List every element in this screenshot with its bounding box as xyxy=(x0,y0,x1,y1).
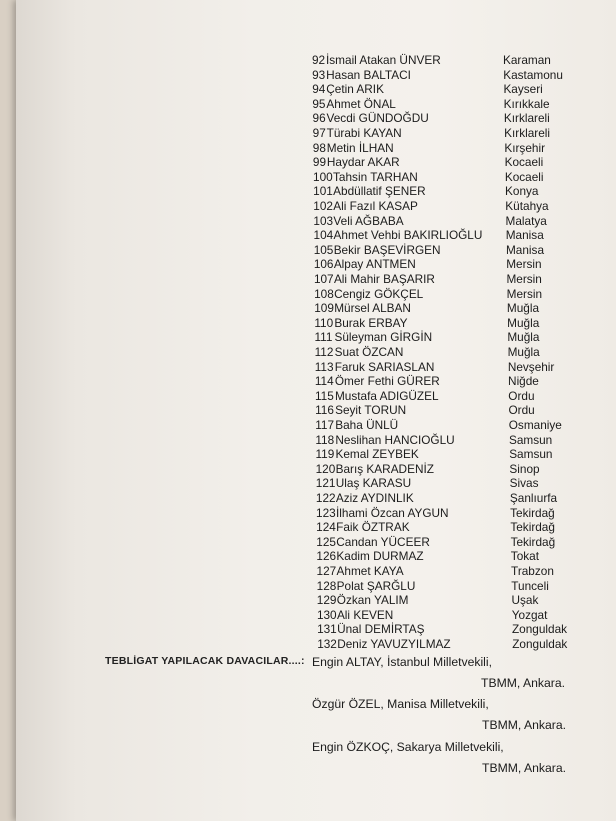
deputy-number: 122 xyxy=(315,491,336,505)
deputy-number: 124 xyxy=(316,520,336,535)
deputy-name: Baha ÜNLÜ xyxy=(335,418,399,432)
plaintiff-3-name: Engin ÖZKOÇ, Sakarya Milletvekili, xyxy=(312,740,504,754)
deputy-number: 100 xyxy=(313,169,333,184)
deputy-number: 110 xyxy=(314,315,334,330)
deputy-number: 93 xyxy=(312,67,326,82)
deputy-city: Mersin xyxy=(506,272,542,286)
deputy-name: Haydar AKAR xyxy=(326,155,400,170)
deputy-city: Nevşehir xyxy=(507,359,555,374)
deputy-number: 101 xyxy=(313,184,333,199)
deputy-name: Ahmet Vehbi BAKIRLIOĞLU xyxy=(333,228,483,243)
plaintiff-1-address: TBMM, Ankara. xyxy=(481,676,565,690)
deputy-name: Burak ERBAY xyxy=(334,315,408,330)
deputy-number: 127 xyxy=(316,564,337,578)
deputy-name: Vecdi GÜNDOĞDU xyxy=(326,111,429,126)
deputy-name: İlhami Özcan AYGUN xyxy=(336,505,449,520)
deputy-city: Ordu xyxy=(508,388,535,403)
deputy-name: Tahsin TARHAN xyxy=(333,169,418,184)
deputy-number: 117 xyxy=(315,418,335,432)
plaintiff-1-name: Engin ALTAY, İstanbul Milletvekili, xyxy=(312,655,492,669)
deputy-number: 125 xyxy=(316,534,336,549)
deputy-city: Karaman xyxy=(503,53,551,67)
deputy-name: Alpay ANTMEN xyxy=(333,257,416,272)
deputy-number: 109 xyxy=(314,301,334,316)
deputy-name: Deniz YAVUZYILMAZ xyxy=(337,637,451,651)
deputy-name: Kadim DURMAZ xyxy=(336,549,424,564)
deputy-name: Özkan YALIM xyxy=(336,593,409,608)
deputy-city: Tekirdağ xyxy=(510,534,556,549)
deputy-number: 98 xyxy=(312,140,326,155)
deputy-name: Veli AĞBABA xyxy=(333,213,404,228)
deputy-city: Zonguldak xyxy=(511,622,568,637)
deputy-number: 129 xyxy=(316,593,337,608)
deputy-number: 107 xyxy=(313,272,334,286)
deputy-number: 119 xyxy=(315,447,335,462)
deputy-city: Tokat xyxy=(510,549,539,564)
deputy-city: Niğde xyxy=(508,374,539,389)
deputy-name: Çetin ARIK xyxy=(326,82,384,97)
deputy-city: Sinop xyxy=(509,461,540,476)
deputy-name: Ahmet ÖNAL xyxy=(326,96,396,111)
deputy-name: Ali Fazıl KASAP xyxy=(333,199,418,213)
deputy-name: Abdüllatif ŞENER xyxy=(333,184,426,199)
deputy-number: 114 xyxy=(314,374,334,389)
deputy-name: Ömer Fethi GÜRER xyxy=(334,374,440,389)
deputy-city: Kırıkkale xyxy=(503,96,550,111)
deputy-city: Kayseri xyxy=(503,82,543,97)
deputy-name: Bekir BAŞEVİRGEN xyxy=(333,242,441,257)
deputy-number: 130 xyxy=(316,607,337,622)
deputy-name: Barış KARADENİZ xyxy=(335,461,434,476)
plaintiff-2-address: TBMM, Ankara. xyxy=(482,718,566,732)
deputy-name: Metin İLHAN xyxy=(326,140,394,155)
deputy-city: Kastamonu xyxy=(503,67,563,82)
deputy-number: 123 xyxy=(316,505,336,520)
deputy-name: Mürsel ALBAN xyxy=(334,301,411,316)
deputy-city: Osmaniye xyxy=(508,418,562,432)
deputy-city: Tunceli xyxy=(511,578,549,593)
deputy-number: 97 xyxy=(312,126,326,140)
deputy-name: Mustafa ADIGÜZEL xyxy=(334,388,439,403)
deputy-city: Kocaeli xyxy=(504,155,544,170)
deputy-city: Muğla xyxy=(507,315,540,330)
deputy-city: Mersin xyxy=(506,286,543,301)
deputy-name: İsmail Atakan ÜNVER xyxy=(326,53,441,67)
deputy-number: 104 xyxy=(313,228,334,243)
plaintiff-3-address: TBMM, Ankara. xyxy=(482,761,566,775)
deputy-name: Ali Mahir BAŞARIR xyxy=(333,272,435,286)
deputy-number: 116 xyxy=(315,403,334,418)
deputy-name: Ulaş KARASU xyxy=(335,476,412,491)
deputy-number: 120 xyxy=(315,461,336,476)
document-page xyxy=(16,0,616,821)
deputy-city: Manisa xyxy=(505,228,544,243)
deputy-city: Mersin xyxy=(506,257,542,272)
deputy-number: 126 xyxy=(316,549,337,564)
deputy-city: Şanlıurfa xyxy=(509,491,558,505)
deputy-name: Ali KEVEN xyxy=(336,607,394,622)
deputy-city: Uşak xyxy=(511,593,539,608)
deputy-number: 95 xyxy=(312,96,326,111)
deputy-name: Polat ŞARĞLU xyxy=(336,578,416,593)
notice-label: TEBLİGAT YAPILACAK DAVACILAR....: xyxy=(105,655,305,667)
deputy-city: Muğla xyxy=(506,301,540,316)
deputy-city: Konya xyxy=(505,184,539,199)
deputy-name: Süleyman GİRGİN xyxy=(334,330,433,345)
deputy-city: Malatya xyxy=(505,213,547,228)
deputy-city: Tekirdağ xyxy=(510,520,555,535)
deputy-number: 112 xyxy=(314,345,334,359)
deputy-number: 113 xyxy=(314,359,334,374)
deputy-city: Muğla xyxy=(507,330,540,345)
deputy-name: Ünal DEMİRTAŞ xyxy=(337,622,425,637)
deputy-name: Cengiz GÖKÇEL xyxy=(334,286,424,301)
deputy-name: Faik ÖZTRAK xyxy=(336,520,410,535)
deputy-number: 108 xyxy=(314,286,334,301)
deputy-number: 131 xyxy=(317,622,337,637)
deputy-number: 118 xyxy=(315,432,335,447)
deputy-number: 105 xyxy=(313,242,334,257)
deputy-number: 92 xyxy=(312,53,326,67)
deputy-number: 103 xyxy=(313,213,334,228)
deputy-number: 115 xyxy=(314,388,334,403)
deputy-city: Samsun xyxy=(509,447,553,462)
deputy-city: Kütahya xyxy=(505,199,549,213)
deputy-city: Kırklareli xyxy=(503,111,550,126)
deputy-name: Türabi KAYAN xyxy=(326,126,402,140)
deputy-name: Hasan BALTACI xyxy=(326,67,411,82)
deputy-name: Ahmet KAYA xyxy=(336,564,404,578)
deputy-city: Sivas xyxy=(509,476,539,491)
deputy-city: Manisa xyxy=(505,242,545,257)
deputy-number: 102 xyxy=(313,199,333,213)
deputy-name: Aziz AYDINLIK xyxy=(335,491,414,505)
deputy-city: Zonguldak xyxy=(512,637,568,651)
deputy-city: Kırşehir xyxy=(504,140,546,155)
deputy-city: Yozgat xyxy=(511,607,548,622)
deputy-city: Trabzon xyxy=(511,564,554,578)
deputy-name: Neslihan HANCIOĞLU xyxy=(335,432,455,447)
deputy-name: Faruk SARIASLAN xyxy=(334,359,435,374)
deputy-name: Suat ÖZCAN xyxy=(334,345,404,359)
deputy-number: 94 xyxy=(312,82,326,97)
deputy-number: 106 xyxy=(313,257,334,272)
deputy-city: Muğla xyxy=(507,345,540,359)
deputy-city: Samsun xyxy=(508,432,553,447)
deputy-number: 111 xyxy=(314,330,333,345)
deputy-number: 128 xyxy=(316,578,337,593)
deputy-city: Kırklareli xyxy=(504,126,551,140)
deputy-city: Tekirdağ xyxy=(510,505,555,520)
deputy-city: Kocaeli xyxy=(504,169,544,184)
deputy-number: 96 xyxy=(312,111,326,126)
deputy-name: Seyit TORUN xyxy=(335,403,407,418)
deputy-name: Candan YÜCEER xyxy=(336,534,430,549)
deputy-number: 132 xyxy=(317,637,337,651)
deputy-name: Kemal ZEYBEK xyxy=(335,447,419,462)
deputy-number: 99 xyxy=(312,155,327,170)
plaintiff-2-name: Özgür ÖZEL, Manisa Milletvekili, xyxy=(312,697,489,711)
deputy-number: 121 xyxy=(315,476,336,491)
deputy-city: Ordu xyxy=(508,403,535,418)
